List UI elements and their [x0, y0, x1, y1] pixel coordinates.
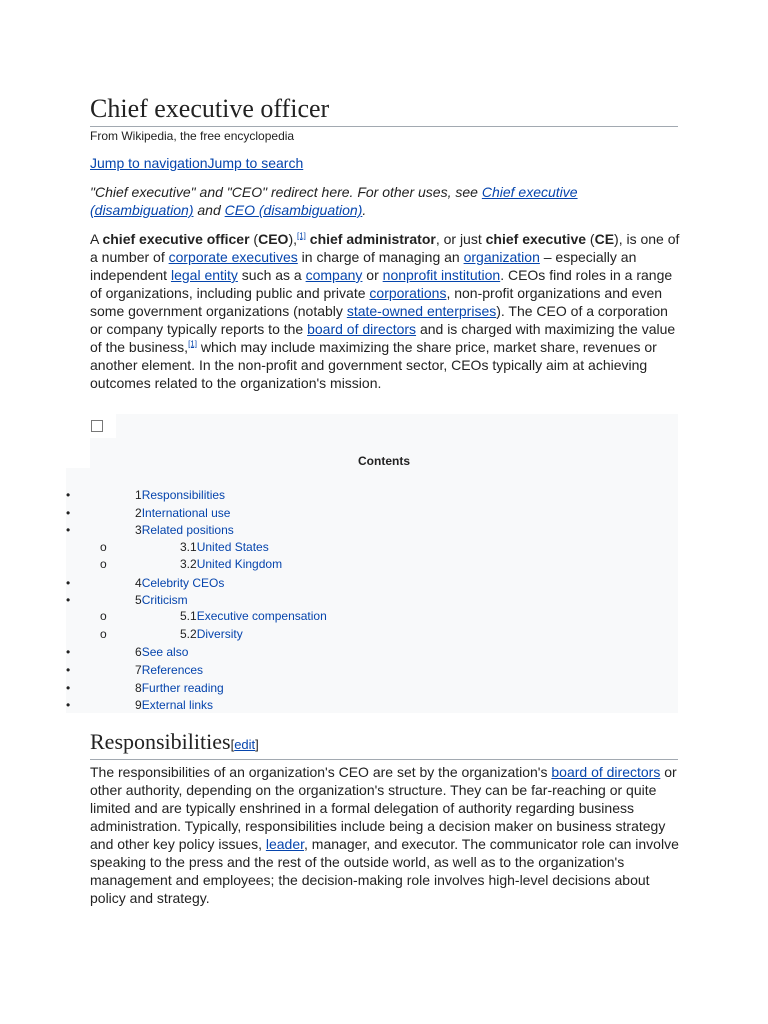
corporations-link[interactable]: corporations — [369, 285, 447, 301]
toc-bullet: • — [66, 593, 71, 607]
toc-item[interactable] — [135, 506, 230, 520]
toc-bullet: o — [100, 627, 107, 641]
toc-item-label: Criticism — [141, 593, 188, 607]
toc-item[interactable] — [180, 627, 243, 641]
toc-item[interactable] — [135, 645, 188, 659]
toc-bullet: • — [66, 576, 71, 590]
organization-link[interactable]: organization — [463, 249, 540, 265]
ceo-disambiguation-link[interactable]: CEO (disambiguation) — [224, 202, 363, 218]
toc-item-label: External links — [141, 698, 214, 712]
toc-item-number: 5 — [135, 593, 142, 607]
nonprofit-institution-link[interactable]: nonprofit institution — [382, 267, 501, 283]
section-heading-text: Responsibilities — [90, 729, 231, 754]
citation-link[interactable]: [1] — [188, 339, 197, 349]
toc-item[interactable] — [135, 681, 224, 695]
toc-item-number: 2 — [135, 506, 142, 520]
toc-item-number: 3.1 — [180, 540, 197, 554]
toc-bullet: o — [100, 609, 107, 623]
section-heading-responsibilities — [90, 728, 678, 760]
citation-link[interactable]: [1] — [297, 231, 306, 241]
toc-item[interactable] — [180, 609, 327, 623]
hatnote-text: . — [362, 202, 367, 218]
toc-bullet: • — [66, 681, 71, 695]
toc-item-label: United Kingdom — [196, 557, 283, 571]
toc-bullet: • — [66, 506, 71, 520]
toc-item-number: 3.2 — [180, 557, 197, 571]
toc-item-label: Executive compensation — [196, 609, 327, 623]
toc-item-label: Diversity — [196, 627, 243, 641]
toc-item[interactable] — [135, 698, 213, 712]
toc-bullet: • — [66, 523, 71, 537]
edit-section-link[interactable]: edit — [234, 737, 256, 752]
toc-bullet: • — [66, 488, 71, 502]
toc-item[interactable] — [135, 593, 188, 607]
hatnote-text: "Chief executive" and "CEO" redirect here. For other uses, see — [90, 184, 482, 200]
jump-links — [90, 155, 303, 171]
legal-entity-link[interactable]: legal entity — [170, 267, 238, 283]
toc-item[interactable] — [135, 523, 234, 537]
leader-link[interactable]: leader — [265, 836, 305, 852]
hatnote — [90, 183, 680, 219]
toc-bullet: • — [66, 645, 71, 659]
toc-item[interactable] — [135, 488, 225, 502]
toc-bullet: • — [66, 698, 71, 712]
toc-item[interactable] — [180, 557, 282, 571]
page-title: Chief executive officer — [90, 92, 678, 127]
toc-item[interactable] — [135, 576, 224, 590]
jump-to-search-link[interactable]: Jump to search — [207, 155, 304, 171]
toc-corner — [66, 414, 90, 468]
toc-item-label: Responsibilities — [141, 488, 226, 502]
toc-bullet: o — [100, 557, 107, 571]
toc-item-number: 8 — [135, 681, 142, 695]
toc-item-label: References — [141, 663, 204, 677]
toc-title: Contents — [358, 454, 410, 468]
corporate-executives-link[interactable]: corporate executives — [168, 249, 298, 265]
state-owned-enterprises-link[interactable]: state-owned enterprises — [346, 303, 497, 319]
jump-to-navigation-link[interactable]: Jump to navigation — [90, 155, 208, 171]
toc-item-label: Related positions — [141, 523, 234, 537]
toc-item[interactable] — [135, 663, 203, 677]
hatnote-text: and — [193, 202, 225, 218]
lead-paragraph: A chief executive officer (CEO),[1] chief administrator, or just chief executive (CE), is one of a number of corporate executives in charge of managing an organization – especially an independent legal entity such as a company or nonprofit institution. CEOs find roles in a range of organizations, including public and private corporations, non-profit organizations and even some government organizations (notably state-owned enterprises). The CEO of a corporation or company typically reports to the board of directors and is charged with maximizing the value of the business,[1] which may include maximizing the share price, market share, revenues or another element. In the non-profit and government sector, CEOs typically aim at achieving outcomes related to the organization's mission. — [90, 231, 680, 391]
board-of-directors-link[interactable]: board of directors — [307, 321, 417, 337]
toc-item-label: International use — [141, 506, 231, 520]
toc-item-number: 5.2 — [180, 627, 197, 641]
toc-item-number: 9 — [135, 698, 142, 712]
toc-item-number: 5.1 — [180, 609, 197, 623]
toc-toggle-checkbox[interactable] — [91, 420, 103, 432]
toc-item-label: United States — [196, 540, 269, 554]
edit-section: [edit] — [230, 737, 259, 752]
toc-item-number: 4 — [135, 576, 142, 590]
toc-bullet: • — [66, 663, 71, 677]
site-subtitle: From Wikipedia, the free encyclopedia — [90, 129, 295, 143]
toc-item[interactable] — [180, 540, 269, 554]
toc-item-number: 3 — [135, 523, 142, 537]
company-link[interactable]: company — [305, 267, 363, 283]
toc-item-number: 1 — [135, 488, 142, 502]
toc-bullet: o — [100, 540, 107, 554]
board-of-directors-link[interactable]: board of directors — [551, 764, 661, 780]
toc-item-label: Celebrity CEOs — [141, 576, 225, 590]
responsibilities-paragraph: The responsibilities of an organization's CEO are set by the organization's board of directors or other authority, depending on the organization's structure. They can be far-reaching or quite limited and are typically enshrined in a formal delegation of authority regarding business administration. Typically, responsibilities include being a decision maker on business strategy and other key policy issues, leader, manager, and executor. The communicator role can involve speaking to the press and the rest of the outside world, as well as to the organization's management and employees; the decision-making role involves high-level decisions about policy and strategy. — [90, 764, 679, 906]
toc-item-number: 6 — [135, 645, 142, 659]
toc-item-number: 7 — [135, 663, 142, 677]
toc-item-label: Further reading — [141, 681, 224, 695]
toc-item-label: See also — [141, 645, 189, 659]
chief-executive-disambiguation-link[interactable]: Chief executive (disambiguation) — [90, 184, 578, 218]
